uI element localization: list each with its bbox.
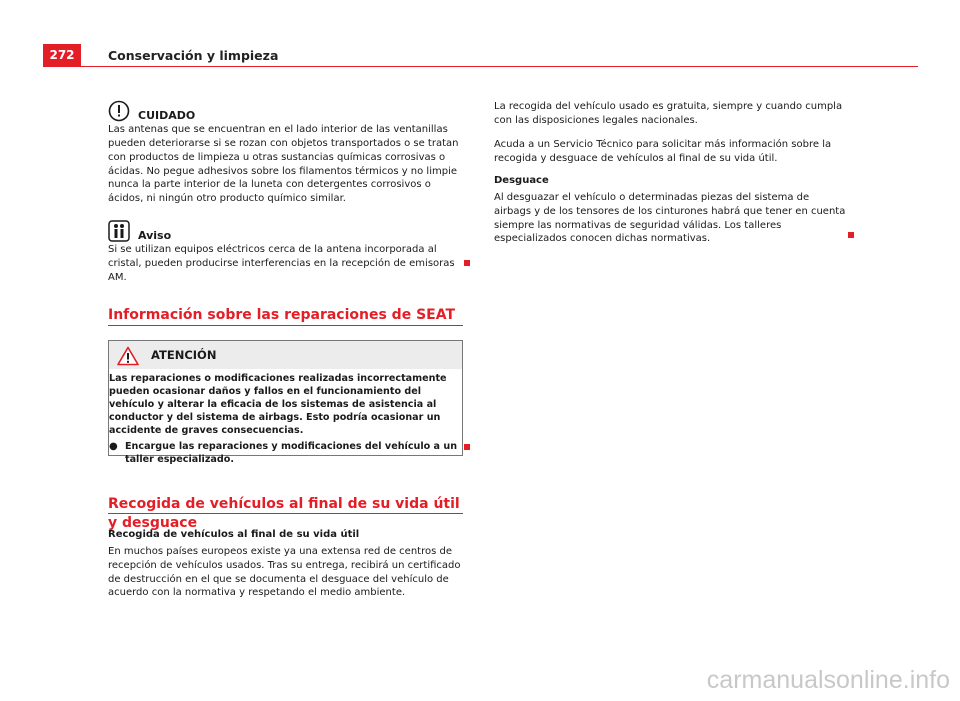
end-marker [464,260,470,266]
warning-text: Las reparaciones o modificaciones realizadas incorrectamente pueden ocasionar daños y fallos en el funcionamiento del vehículo y alterar la eficacia de los sistemas de asistencia al conductor y del sistema de airbags. Esto podría ocasionar un accidente de graves consecuencias. [109,373,447,437]
page-number: 272 [43,44,81,66]
notice-heading [108,218,463,243]
warning-box [108,340,463,466]
info-i-icon [108,220,130,242]
warning-triangle-icon [117,346,139,366]
warning-content [109,372,461,467]
section-title-repairs: Información sobre las reparaciones de SEAT [108,307,456,323]
end-marker [464,444,470,450]
right-paragraph-2: Acuda a un Servicio Técnico para solicitar más información sobre la recogida y desguace de vehículos al final de su vida útil. [494,139,832,164]
warning-heading [117,346,216,366]
bullet-dot-icon: ● [109,441,118,453]
subsection-text: En muchos países europeos existe ya una extensa red de centros de recepción de vehículos usados. Tras su entrega, recibirá un certificado de destrucción en el que se documenta el desguace del vehículo de acuerdo con la normativa y respetando el medio ambiente. [108,546,461,599]
caution-label: CUIDADO [138,109,196,122]
notice-text: Si se utilizan equipos eléctricos cerca de la antena incorporada al cristal, pueden producirse interferencias en la recepción de emisoras AM. [108,244,455,283]
section-title-recycling: Recogida de vehículos al final de su vida útil y desguace [108,496,460,532]
desguace-title: Desguace [494,175,549,186]
watermark: carmanualsonline.info [706,665,950,694]
subsection-title: Recogida de vehículos al final de su vida útil [108,529,360,540]
section-divider [108,513,463,514]
caution-block [108,98,463,206]
end-marker [848,232,854,238]
notice-label: Aviso [138,229,172,242]
section-divider [108,325,463,326]
right-paragraph-1: La recogida del vehículo usado es gratuita, siempre y cuando cumpla con las disposiciones legales nacionales. [494,101,843,126]
desguace-text: Al desguazar el vehículo o determinadas piezas del sistema de airbags y de los tensores de los cinturones habrá que tener en cuenta siempre las normativas de seguridad válidas. Los talleres especializados conocen dichas normativas. [494,192,846,245]
header-divider [43,66,918,67]
warning-bullet-text: Encargue las reparaciones y modificaciones del vehículo a un taller especializado. [125,441,458,466]
notice-block [108,218,463,285]
exclamation-circle-icon [108,100,130,122]
page-title: Conservación y limpieza [108,48,279,63]
caution-text: Las antenas que se encuentran en el lado interior de las ventanillas pueden deteriorarse si se rozan con objetos transportados o se tratan con productos de limpieza u otras sustancias químicas corrosivas o ácidas. No pegue adhesivos sobre los filamentos térmicos y no limpie nunca la parte interior de la luneta con detergentes corrosivos o ácidos, ni ningún otro producto químico similar. [108,124,459,205]
warning-label: ATENCIÓN [151,348,217,363]
warning-bullet [109,440,461,466]
caution-heading [108,98,463,123]
